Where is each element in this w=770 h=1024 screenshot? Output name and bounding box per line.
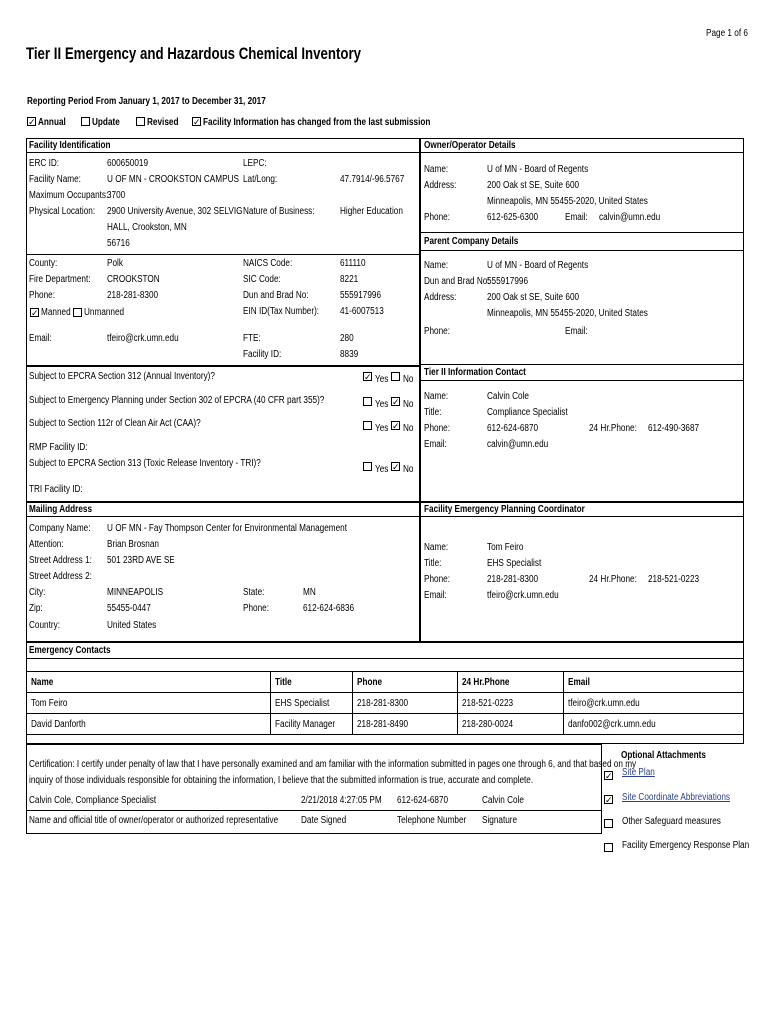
telephone-value: 612-624-6870: [397, 795, 449, 806]
revised-checkbox[interactable]: [136, 117, 145, 126]
tier2-name-value: Calvin Cole: [487, 391, 529, 402]
cell: tfeiro@crk.umn.edu: [567, 697, 640, 709]
certification-text-1: Certification: I certify under penalty of law that I have personally examined and am familiar with the information submitted in pages one through 6, and that based on my: [29, 759, 637, 770]
site-plan-checkbox[interactable]: ✓: [605, 771, 613, 781]
emergency-response-plan-checkbox[interactable]: [604, 843, 613, 852]
cell: Facility Manager: [274, 718, 335, 730]
coordinator-hr-value: 218-521-0223: [648, 574, 700, 585]
coordinator-header: Facility Emergency Planning Coordinator: [424, 504, 585, 515]
annual-label: Annual: [38, 117, 66, 128]
cell: EHS Specialist: [274, 697, 329, 709]
owner-phone-label: Phone:: [424, 212, 450, 223]
emergency-contacts-table: [26, 671, 744, 735]
naics-label: NAICS Code:: [243, 258, 293, 269]
cell: 218-281-8300: [356, 697, 408, 709]
tier2-phone-value: 612-624-6870: [487, 423, 539, 434]
attachments-header: Optional Attachments: [621, 750, 706, 761]
table-header-row: [27, 672, 744, 693]
epcra312-question: Subject to EPCRA Section 312 (Annual Inventory)?: [29, 371, 215, 382]
right-column-box: [420, 138, 744, 502]
facility-phone-label: Phone:: [29, 290, 55, 301]
tier2-title-label: Title:: [424, 407, 442, 418]
parent-address-line-2: Minneapolis, MN 55455-2020, United States: [487, 308, 648, 319]
other-safeguard-label: Other Safeguard measures: [622, 816, 721, 827]
site-coordinate-link[interactable]: Site Coordinate Abbreviations: [622, 792, 731, 803]
coordinator-phone-label: Phone:: [424, 574, 450, 585]
city-label: City:: [29, 587, 46, 598]
state-label: State:: [243, 587, 265, 598]
tier2-email-value: calvin@umn.edu: [487, 439, 549, 450]
date-signed-value: 2/21/2018 4:27:05 PM: [301, 795, 382, 806]
parent-address-label: Address:: [424, 292, 457, 303]
latlong-value: 47.7914/-96.5767: [340, 174, 405, 185]
country-value: United States: [107, 620, 157, 631]
dun-value: 555917996: [340, 290, 382, 301]
facility-changed-checkbox[interactable]: ✓: [193, 117, 201, 127]
table-row: [27, 693, 744, 714]
coordinator-email-label: Email:: [424, 590, 447, 601]
site-plan-link[interactable]: Site Plan: [622, 767, 655, 778]
owner-name-label: Name:: [424, 164, 449, 175]
company-value: U OF MN - Fay Thompson Center for Environmental Management: [107, 523, 348, 534]
coordinator-box: [420, 502, 744, 642]
mailing-phone-value: 612-624-6836: [303, 603, 355, 614]
parent-dun-value: 555917996: [487, 276, 529, 287]
epcra313-question: Subject to EPCRA Section 313 (Toxic Release Inventory - TRI)?: [29, 458, 261, 469]
revised-label: Revised: [147, 117, 179, 128]
state-value: MN: [303, 587, 316, 598]
cell: David Danforth: [31, 718, 86, 730]
epcra313-yes-checkbox[interactable]: [363, 462, 372, 471]
epcra302-no-label: No: [403, 399, 414, 410]
ein-label: EIN ID(Tax Number):: [243, 306, 320, 317]
cell: 218-281-8490: [356, 718, 408, 730]
fire-label: Fire Department:: [29, 274, 91, 285]
facility-email-value: tfeiro@crk.umn.edu: [107, 333, 179, 344]
zip-label: Zip:: [29, 603, 43, 614]
signer-value: Calvin Cole, Compliance Specialist: [29, 795, 157, 806]
dun-label: Dun and Brad No:: [243, 290, 309, 301]
location-label: Physical Location:: [29, 206, 96, 217]
street2-label: Street Address 2:: [29, 571, 92, 582]
county-label: County:: [29, 258, 58, 269]
parent-email-label: Email:: [565, 326, 588, 337]
epcra312-no-label: No: [403, 374, 414, 385]
ein-value: 41-6007513: [340, 306, 384, 317]
parent-name-label: Name:: [424, 260, 449, 271]
signature-label: Signature: [482, 815, 518, 826]
tier2-hr-label: 24 Hr.Phone:: [589, 423, 637, 434]
caa-yes-checkbox[interactable]: [363, 421, 372, 430]
facility-email-label: Email:: [29, 333, 52, 344]
caa-yes-label: Yes: [375, 423, 389, 434]
fte-label: FTE:: [243, 333, 261, 344]
coordinator-name-value: Tom Feiro: [487, 542, 524, 553]
street1-label: Street Address 1:: [29, 555, 92, 566]
owner-name-value: U of MN - Board of Regents: [487, 164, 589, 175]
lepc-label: LEPC:: [243, 158, 267, 169]
attention-label: Attention:: [29, 539, 64, 550]
parent-header: Parent Company Details: [424, 236, 519, 247]
unmanned-checkbox[interactable]: [73, 308, 82, 317]
signer-label: Name and official title of owner/operator or authorized representative: [29, 815, 279, 826]
county-value: Polk: [107, 258, 123, 269]
facility-name-value: U OF MN - CROOKSTON CAMPUS: [107, 174, 239, 185]
epcra313-no-label: No: [403, 464, 414, 475]
cell: Tom Feiro: [31, 697, 68, 709]
naics-value: 611110: [340, 258, 366, 269]
facility-id-label: Facility ID:: [243, 349, 282, 360]
subject-box: [26, 366, 420, 502]
coordinator-phone-value: 218-281-8300: [487, 574, 539, 585]
parent-name-value: U of MN - Board of Regents: [487, 260, 589, 271]
location-line-2: HALL, Crookston, MN: [107, 222, 187, 233]
telephone-label: Telephone Number: [397, 815, 467, 826]
col-hr-phone: 24 Hr.Phone: [462, 676, 510, 688]
col-name: Name: [31, 676, 54, 688]
city-value: MINNEAPOLIS: [107, 587, 164, 598]
coordinator-title-label: Title:: [424, 558, 442, 569]
page-title: Tier II Emergency and Hazardous Chemical Inventory: [26, 44, 362, 63]
col-phone: Phone: [356, 676, 382, 688]
manned-checkbox[interactable]: ✓: [31, 308, 39, 318]
coordinator-hr-label: 24 Hr.Phone:: [589, 574, 637, 585]
rmp-label: RMP Facility ID:: [29, 442, 88, 453]
parent-address-line-1: 200 Oak st SE, Suite 600: [487, 292, 580, 303]
update-label: Update: [92, 117, 120, 128]
facility-name-label: Facility Name:: [29, 174, 81, 185]
sic-label: SIC Code:: [243, 274, 281, 285]
facility-phone-value: 218-281-8300: [107, 290, 159, 301]
emergency-header: Emergency Contacts: [29, 645, 111, 656]
facility-identification-box: [26, 138, 420, 366]
owner-email-value: calvin@umn.edu: [599, 212, 661, 223]
epcra312-yes-checkbox[interactable]: ✓: [364, 372, 372, 382]
owner-phone-value: 612-625-6300: [487, 212, 539, 223]
erc-value: 600650019: [107, 158, 149, 169]
owner-address-label: Address:: [424, 180, 457, 191]
epcra302-yes-label: Yes: [375, 399, 389, 410]
caa-no-checkbox[interactable]: ✓: [392, 421, 400, 431]
occupants-value: 3700: [107, 190, 126, 201]
cell: danfo002@crk.umn.edu: [567, 718, 656, 730]
owner-address-line-2: Minneapolis, MN 55455-2020, United States: [487, 196, 648, 207]
fire-value: CROOKSTON: [107, 274, 160, 285]
emergency-response-plan-label: Facility Emergency Response Plan: [622, 840, 750, 851]
epcra312-no-checkbox[interactable]: [391, 372, 400, 381]
cell: 218-521-0223: [462, 697, 514, 709]
parent-phone-label: Phone:: [424, 326, 450, 337]
owner-email-label: Email:: [565, 212, 588, 223]
location-line-3: 56716: [107, 238, 130, 249]
location-line-1: 2900 University Avenue, 302 SELVIG: [107, 206, 243, 217]
coordinator-email-value: tfeiro@crk.umn.edu: [487, 590, 559, 601]
business-value: Higher Education: [340, 206, 403, 217]
site-coordinate-checkbox[interactable]: ✓: [605, 795, 613, 805]
tier2-phone-label: Phone:: [424, 423, 450, 434]
date-signed-label: Date Signed: [301, 815, 347, 826]
epcra302-no-checkbox[interactable]: ✓: [392, 397, 400, 407]
epcra313-no-checkbox[interactable]: ✓: [392, 462, 400, 472]
mailing-header: Mailing Address: [29, 504, 93, 515]
country-label: Country:: [29, 620, 60, 631]
epcra312-yes-label: Yes: [375, 374, 389, 385]
epcra302-yes-checkbox[interactable]: [363, 397, 372, 406]
tier2-hr-value: 612-490-3687: [648, 423, 700, 434]
other-safeguard-checkbox[interactable]: [604, 819, 613, 828]
epcra302-question: Subject to Emergency Planning under Section 302 of EPCRA (40 CFR part 355)?: [29, 395, 325, 406]
col-title: Title: [274, 676, 292, 688]
signature-value: Calvin Cole: [482, 795, 524, 806]
unmanned-label: Unmanned: [84, 307, 125, 318]
coordinator-name-label: Name:: [424, 542, 449, 553]
parent-dun-label: Dun and Brad No:: [424, 276, 490, 287]
coordinator-title-value: EHS Specialist: [487, 558, 542, 569]
erc-label: ERC ID:: [29, 158, 60, 169]
latlong-label: Lat/Long:: [243, 174, 278, 185]
zip-value: 55455-0447: [107, 603, 151, 614]
owner-header: Owner/Operator Details: [424, 140, 516, 151]
street1-value: 501 23RD AVE SE: [107, 555, 175, 566]
annual-checkbox[interactable]: ✓: [28, 117, 36, 127]
caa-no-label: No: [403, 423, 414, 434]
certification-text-2: inquiry of those individuals responsible for obtaining the information, I believe that the submitted information is true, accurate and complete.: [29, 775, 534, 786]
update-checkbox[interactable]: [81, 117, 90, 126]
business-label: Nature of Business:: [243, 206, 315, 217]
facility-changed-label: Facility Information has changed from the last submission: [203, 117, 431, 128]
mailing-phone-label: Phone:: [243, 603, 269, 614]
page-number: Page 1 of 6: [706, 28, 748, 39]
reporting-period: Reporting Period From January 1, 2017 to December 31, 2017: [27, 96, 266, 107]
fte-value: 280: [340, 333, 354, 344]
occupants-label: Maximum Occupants:: [29, 190, 109, 201]
tri-label: TRI Facility ID:: [29, 484, 83, 495]
tier2-contact-header: Tier II Information Contact: [424, 367, 526, 378]
cell: 218-280-0024: [462, 718, 514, 730]
tier2-title-value: Compliance Specialist: [487, 407, 568, 418]
attention-value: Brian Brosnan: [107, 539, 159, 550]
facility-id-value: 8839: [340, 349, 359, 360]
table-row: [27, 714, 744, 735]
company-label: Company Name:: [29, 523, 91, 534]
tier2-email-label: Email:: [424, 439, 447, 450]
tier2-name-label: Name:: [424, 391, 449, 402]
epcra313-yes-label: Yes: [375, 464, 389, 475]
facility-header: Facility Identification: [29, 140, 111, 151]
manned-label: Manned: [41, 307, 71, 318]
caa-question: Subject to Section 112r of Clean Air Act (CAA)?: [29, 418, 201, 429]
owner-address-line-1: 200 Oak st SE, Suite 600: [487, 180, 580, 191]
sic-value: 8221: [340, 274, 359, 285]
col-email: Email: [567, 676, 590, 688]
